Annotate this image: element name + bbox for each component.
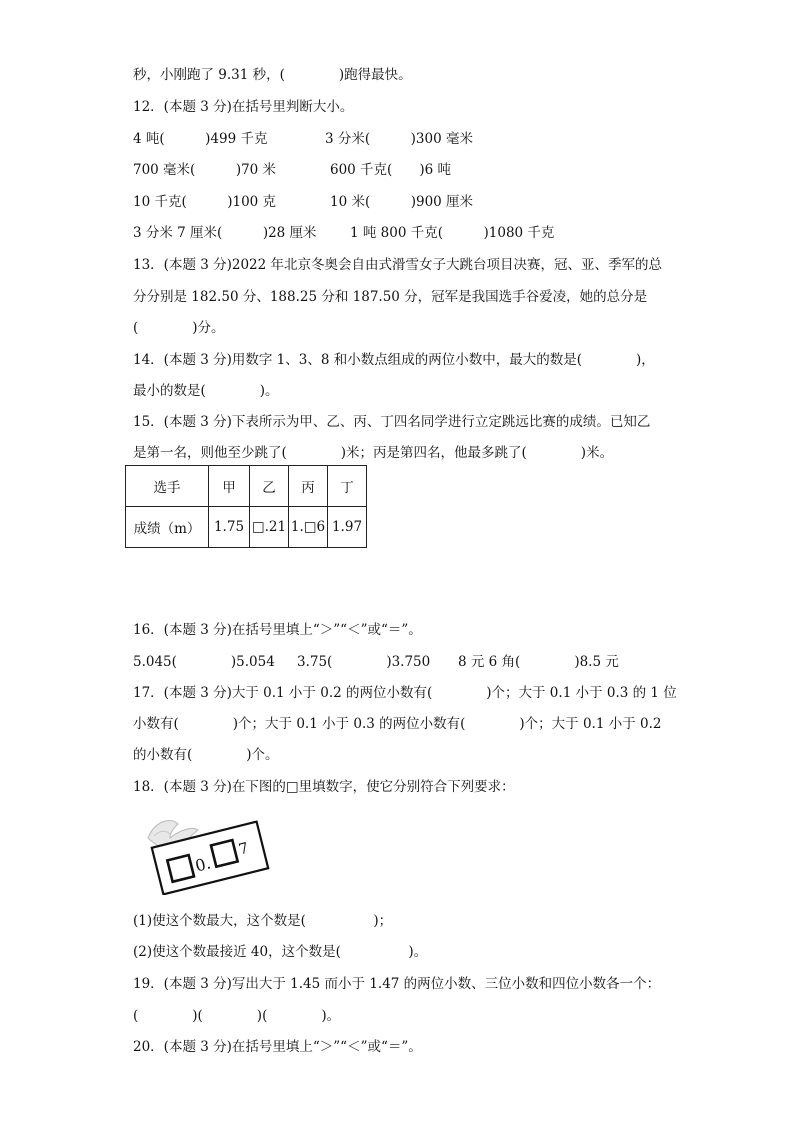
table-cell: 乙	[250, 466, 289, 507]
table-cell: 丁	[328, 466, 367, 507]
q12-item: 3 分米( )300 毫米	[325, 131, 473, 147]
table-cell: 成绩（m）	[126, 507, 209, 548]
dove-card-figure	[140, 810, 270, 895]
q13-line2: 分分别是 182.50 分、188.25 分和 187.50 分，冠军是我国选手谷爱凌，她的总分是	[133, 289, 648, 305]
table-cell: 丙	[289, 466, 328, 507]
q12-title: 12．(本题 3 分)在括号里判断大小。	[133, 99, 354, 115]
score-table	[125, 465, 367, 548]
q19-answers: ( )( )( )。	[133, 1008, 341, 1024]
q15-line1: 15．(本题 3 分)下表所示为甲、乙、丙、丁四名同学进行立定跳远比赛的成绩。已知乙	[133, 414, 651, 430]
q18-part2: (2)使这个数最接近 40，这个数是( )。	[133, 944, 428, 960]
q19-title: 19．(本题 3 分)写出大于 1.45 而小于 1.47 的两位小数、三位小数和四位小数各一个：	[133, 976, 661, 992]
table-cell: 1.□6	[289, 507, 328, 548]
q16-item: 5.045( )5.054	[133, 654, 275, 670]
q12-item: 1 吨 800 千克( )1080 千克	[350, 225, 555, 241]
q15-line2: 是第一名，则他至少跳了( )米；丙是第四名，他最多跳了( )米。	[133, 445, 614, 461]
q12-item: 700 毫米( )70 米	[133, 162, 277, 178]
q18-part1: (1)使这个数最大，这个数是( )；	[133, 913, 393, 929]
q12-item: 10 米( )900 厘米	[330, 194, 474, 210]
digit-right: 7	[236, 838, 251, 859]
q12-item: 4 吨( )499 千克	[133, 131, 268, 147]
q11-continuation: 秒，小刚跑了 9.31 秒，( )跑得最快。	[133, 67, 412, 83]
table-cell: 1.97	[328, 507, 367, 548]
table-cell: □.21	[250, 507, 289, 548]
q20-title: 20．(本题 3 分)在括号里填上“＞”“＜”或“＝”。	[133, 1039, 422, 1055]
digit-middle: 0.	[193, 853, 213, 876]
q12-item: 10 千克( )100 克	[133, 194, 277, 210]
q16-item: 8 元 6 角( )8.5 元	[458, 654, 619, 670]
q12-item: 600 千克( )6 吨	[330, 162, 451, 178]
q14-line2: 最小的数是( )。	[133, 383, 279, 399]
q16-title: 16．(本题 3 分)在括号里填上“＞”“＜”或“＝”。	[133, 622, 422, 638]
q17-line1: 17．(本题 3 分)大于 0.1 小于 0.2 的两位小数有( )个；大于 0.1 小于 0.3 的 1 位	[133, 685, 677, 701]
q18-title: 18．(本题 3 分)在下图的□里填数字，使它分别符合下列要求：	[133, 779, 515, 795]
q17-line2: 小数有( )个；大于 0.1 小于 0.3 的两位小数有( )个；大于 0.1 小于 0.2	[133, 716, 662, 732]
q13-line3: ( )分。	[133, 320, 225, 336]
q16-item: 3.75( )3.750	[297, 654, 431, 670]
table-cell: 选手	[126, 466, 209, 507]
table-cell: 甲	[209, 466, 250, 507]
table-header-row	[126, 466, 367, 507]
table-cell: 1.75	[209, 507, 250, 548]
q13-line1: 13．(本题 3 分)2022 年北京冬奥会自由式滑雪女子大跳台项目决赛，冠、亚、季军的总	[133, 257, 663, 273]
q12-item: 3 分米 7 厘米( )28 厘米	[133, 225, 317, 241]
table-row	[126, 507, 367, 548]
q14-line1: 14．(本题 3 分)用数字 1、3、8 和小数点组成的两位小数中，最大的数是( )，	[133, 352, 655, 368]
q17-line3: 的小数有( )个。	[133, 747, 279, 763]
